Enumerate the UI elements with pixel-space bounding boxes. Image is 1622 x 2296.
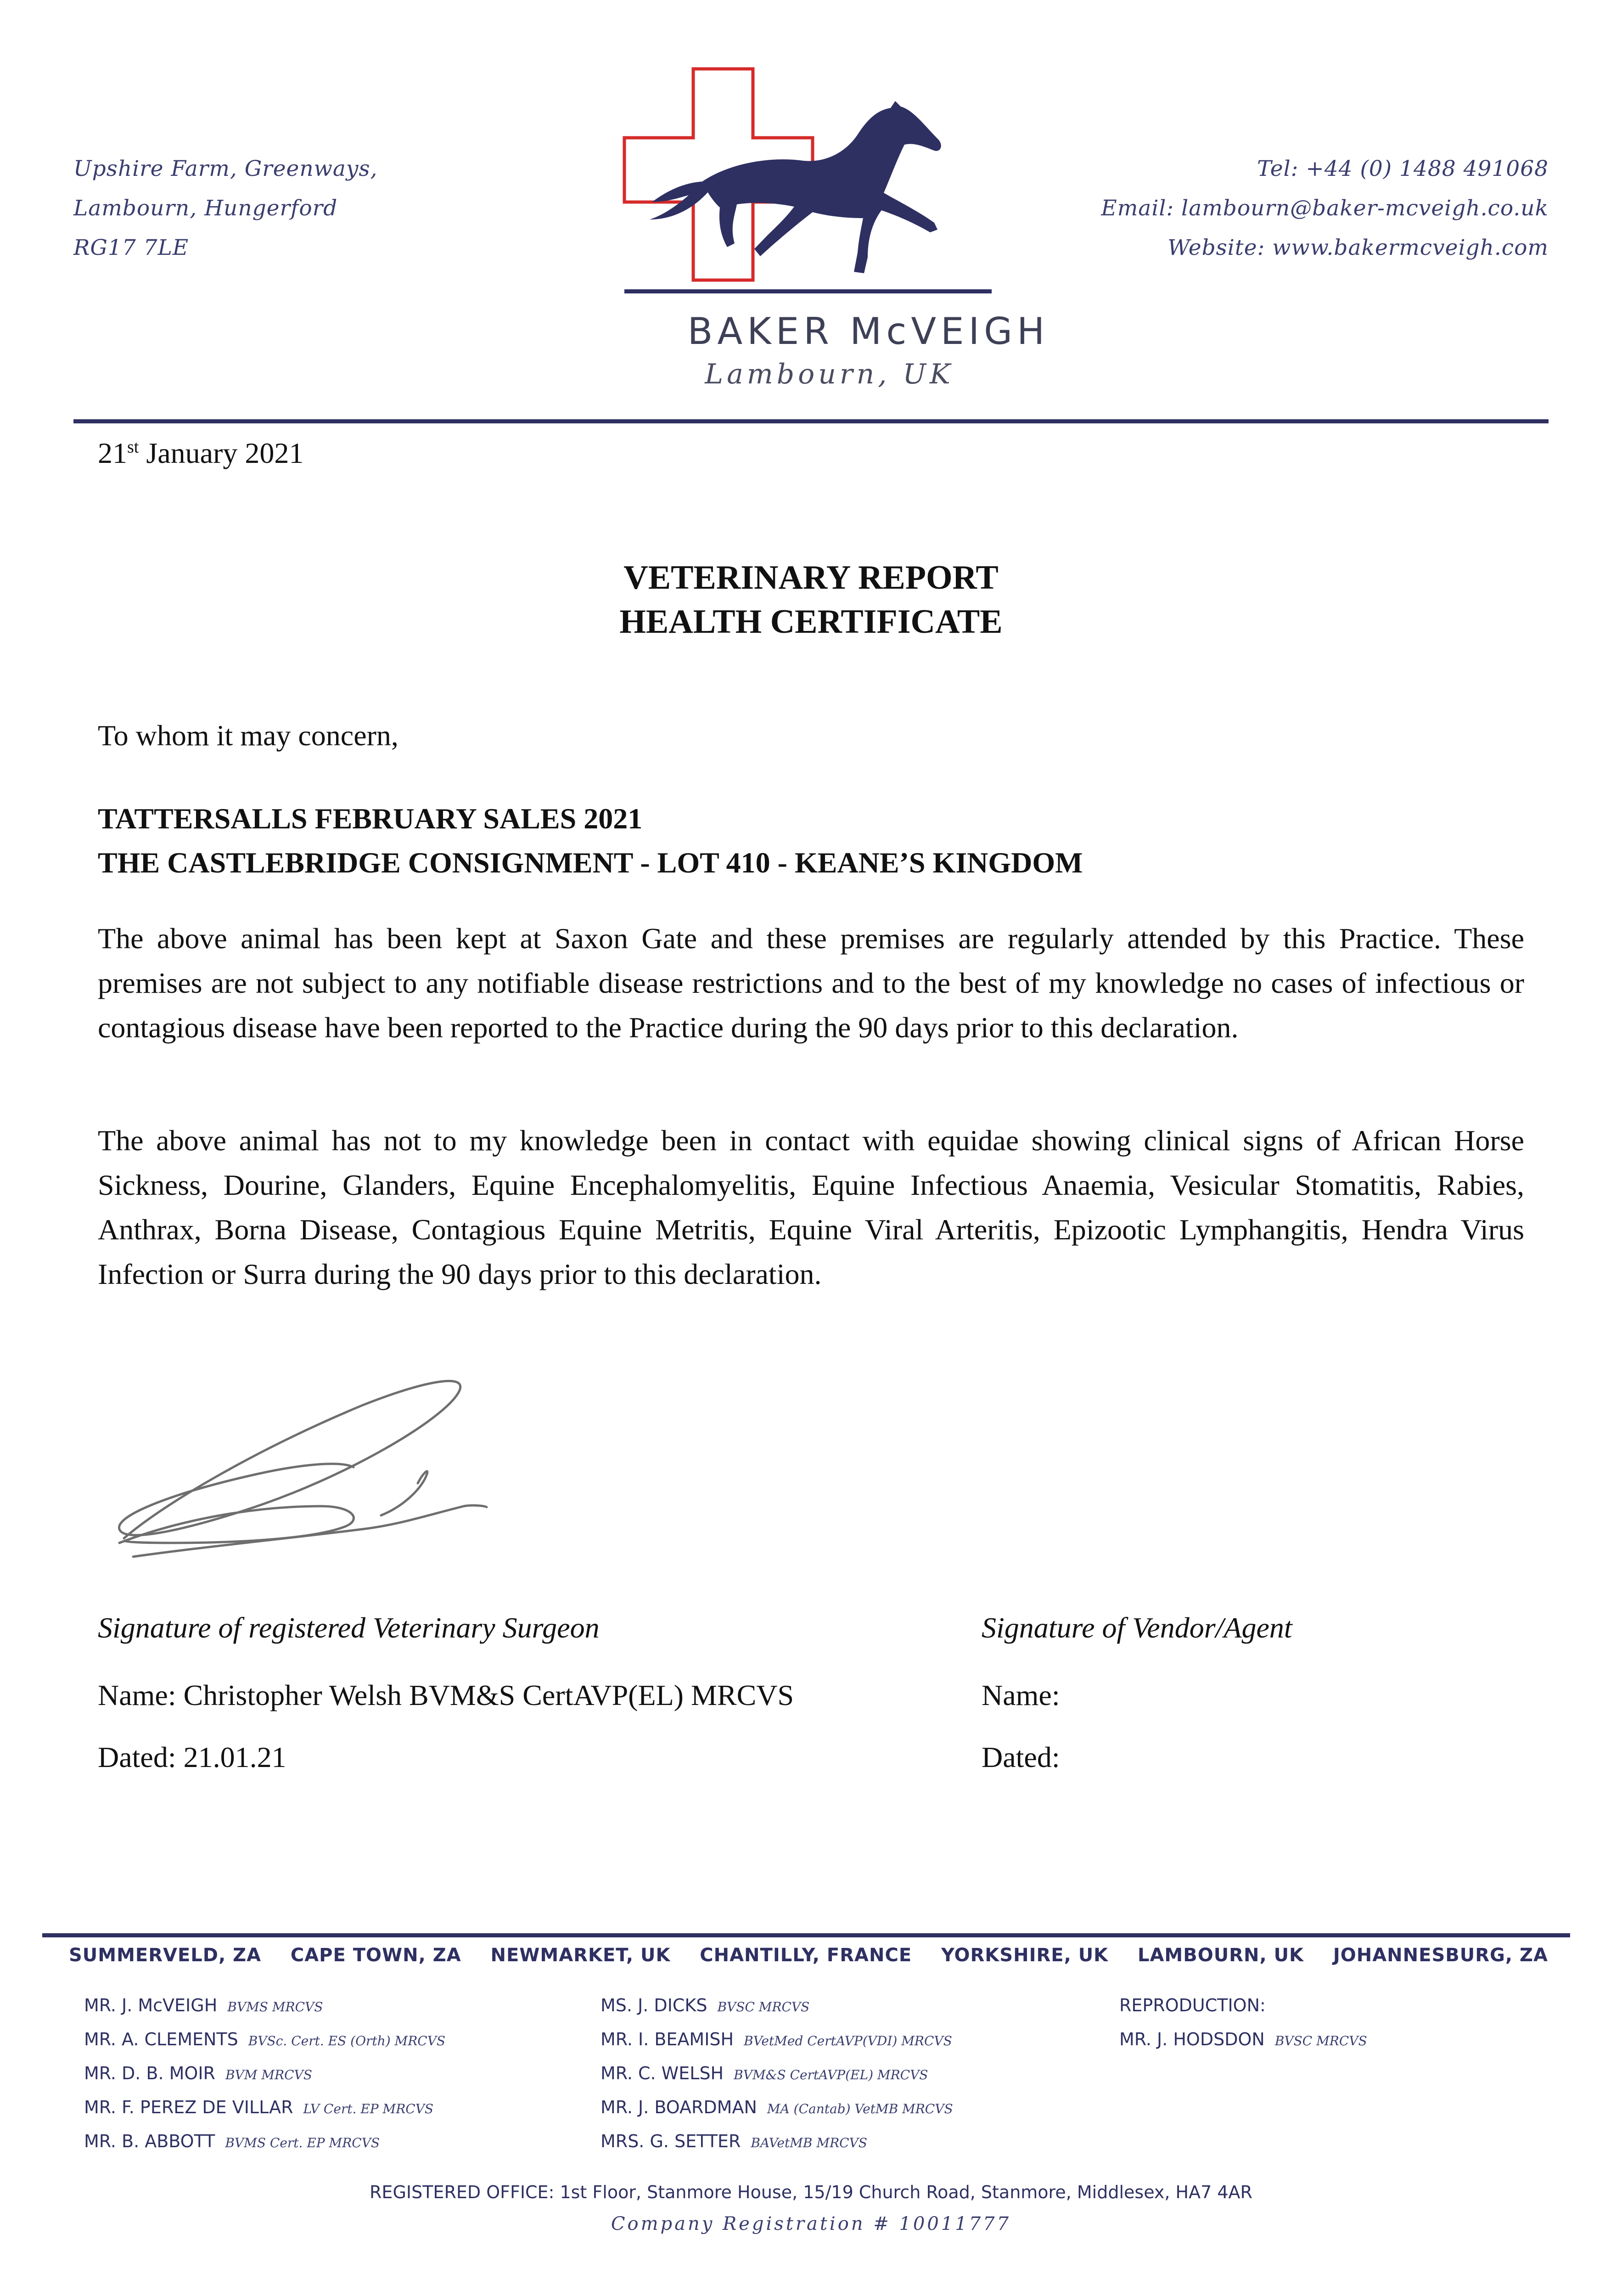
letter-date (98, 436, 303, 470)
staff-entry (84, 1995, 445, 2029)
staff-qualifications: BVM&S CertAVP(EL) MRCVS (734, 2067, 928, 2082)
location: CHANTILLY, FRANCE (700, 1945, 912, 1966)
location: SUMMERVELD, ZA (69, 1945, 262, 1966)
section-label (1119, 1995, 1367, 2029)
header-divider (73, 419, 1549, 423)
staff-name: MR. J. McVEIGH (84, 1995, 218, 2015)
staff-name: MS. J. DICKS (601, 1995, 707, 2015)
date-suffix: st (127, 437, 139, 457)
sale-name: TATTERSALLS FEBRUARY SALES 2021 (98, 802, 643, 835)
location: LAMBOURN, UK (1137, 1945, 1304, 1966)
contact-telephone: Tel: +44 (0) 1488 491068 (1257, 156, 1549, 181)
contact-email: Email: lambourn@baker-mcveigh.co.uk (1101, 196, 1549, 221)
staff-entry (84, 2097, 445, 2131)
staff-name: MR. I. BEAMISH (601, 2029, 734, 2049)
staff-list (1119, 1995, 1367, 2063)
practice-contact (1101, 149, 1549, 268)
vet-signature-caption: Signature of registered Veterinary Surgeon (98, 1611, 600, 1644)
staff-qualifications: BVM MRCVS (225, 2067, 312, 2082)
staff-list (601, 1995, 953, 2165)
lot-heading (98, 797, 1083, 885)
brand-name: BAKER McVEIGH (687, 310, 1050, 353)
registered-office: REGISTERED OFFICE: 1st Floor, Stanmore House, 15/19 Church Road, Stanmore, Middlesex, HA7 4AR (370, 2182, 1252, 2202)
address-line: Lambourn, Hungerford (73, 196, 338, 221)
staff-qualifications: BVMS MRCVS (227, 1999, 323, 2015)
staff-name: MR. J. BOARDMAN (601, 2097, 757, 2117)
company-registration: Company Registration # 10011777 (611, 2213, 1011, 2234)
staff-qualifications: BVMS Cert. EP MRCVS (225, 2135, 380, 2150)
date-month-year: January 2021 (139, 437, 304, 469)
location: NEWMARKET, UK (490, 1945, 671, 1966)
staff-entry (84, 2063, 445, 2097)
location: JOHANNESBURG, ZA (1333, 1945, 1548, 1966)
vendor-name: Name: (982, 1679, 1060, 1711)
date-day: 21 (98, 437, 127, 469)
staff-entry (601, 2131, 953, 2165)
address-line: RG17 7LE (73, 235, 189, 260)
handwritten-signature-icon (106, 1368, 500, 1566)
location: YORKSHIRE, UK (941, 1945, 1109, 1966)
title-line: VETERINARY REPORT (623, 559, 999, 597)
declaration-paragraph: The above animal has not to my knowledge been in contact with equidae showing clinical signs of African Horse Sickness, Dourine, Glanders, Equine Encephalomyelitis, Equine Infectious Anaemia, Vesicular Stomatitis, Rabies, Anthrax, Borna Disease, Contagious Equine Metritis, Equine Viral Arteritis, Epizootic Lymphangitis, Hendra Virus Infection or Surra during the 90 days prior to this declaration. (98, 1124, 1524, 1290)
staff-qualifications: LV Cert. EP MRCVS (303, 2101, 434, 2116)
staff-qualifications: BVetMed CertAVP(VDI) MRCVS (744, 2033, 952, 2048)
staff-entry (601, 1995, 953, 2029)
staff-entry (601, 2097, 953, 2131)
title-line: HEALTH CERTIFICATE (619, 603, 1003, 641)
vendor-signature-caption: Signature of Vendor/Agent (982, 1611, 1292, 1644)
staff-entry (601, 2063, 953, 2097)
logo-rule (624, 289, 992, 293)
staff-qualifications: BVSc. Cert. ES (Orth) MRCVS (248, 2033, 446, 2048)
staff-entry (601, 2029, 953, 2063)
staff-entry (84, 2029, 445, 2063)
footer-divider (42, 1933, 1570, 1937)
staff-qualifications: BVSC MRCVS (1274, 2033, 1367, 2048)
greeting: To whom it may concern, (98, 719, 398, 752)
staff-name: MR. B. ABBOTT (84, 2131, 215, 2151)
staff-name: MRS. G. SETTER (601, 2131, 741, 2151)
location: CAPE TOWN, ZA (290, 1945, 461, 1966)
vet-name: Name: Christopher Welsh BVM&S CertAVP(EL) MRCVS (98, 1679, 794, 1711)
staff-entry (1119, 2029, 1367, 2063)
office-locations (69, 1945, 1548, 1966)
vet-dated: Dated: 21.01.21 (98, 1741, 286, 1773)
staff-section-heading: REPRODUCTION: (1119, 1995, 1266, 2015)
staff-qualifications: BAVetMB MRCVS (751, 2135, 867, 2150)
staff-list (84, 1995, 445, 2165)
staff-name: MR. D. B. MOIR (84, 2063, 215, 2083)
staff-qualifications: MA (Cantab) VetMB MRCVS (767, 2101, 953, 2116)
practice-address (73, 149, 377, 268)
staff-name: MR. A. CLEMENTS (84, 2029, 238, 2049)
declaration-paragraph: The above animal has been kept at Saxon Gate and these premises are regularly attended by this Practice. These premises are not subject to any notifiable disease restrictions and to the best of my knowledge no cases of infectious or contagious disease have been reported to the Practice during the 90 days prior to this declaration. (98, 922, 1524, 1044)
vendor-dated: Dated: (982, 1741, 1060, 1773)
lot-details: THE CASTLEBRIDGE CONSIGNMENT - LOT 410 - KEANE’S KINGDOM (98, 846, 1083, 879)
staff-entry (84, 2131, 445, 2165)
address-line: Upshire Farm, Greenways, (73, 156, 378, 181)
staff-name: MR. F. PEREZ DE VILLAR (84, 2097, 293, 2117)
document-title (0, 556, 1622, 644)
horse-and-cross-logo-icon (597, 64, 1010, 321)
staff-qualifications: BVSC MRCVS (717, 1999, 810, 2015)
staff-name: MR. J. HODSDON (1119, 2029, 1265, 2049)
brand-location: Lambourn, UK (705, 358, 954, 390)
staff-name: MR. C. WELSH (601, 2063, 724, 2083)
contact-website: Website: www.bakermcveigh.com (1167, 235, 1549, 260)
